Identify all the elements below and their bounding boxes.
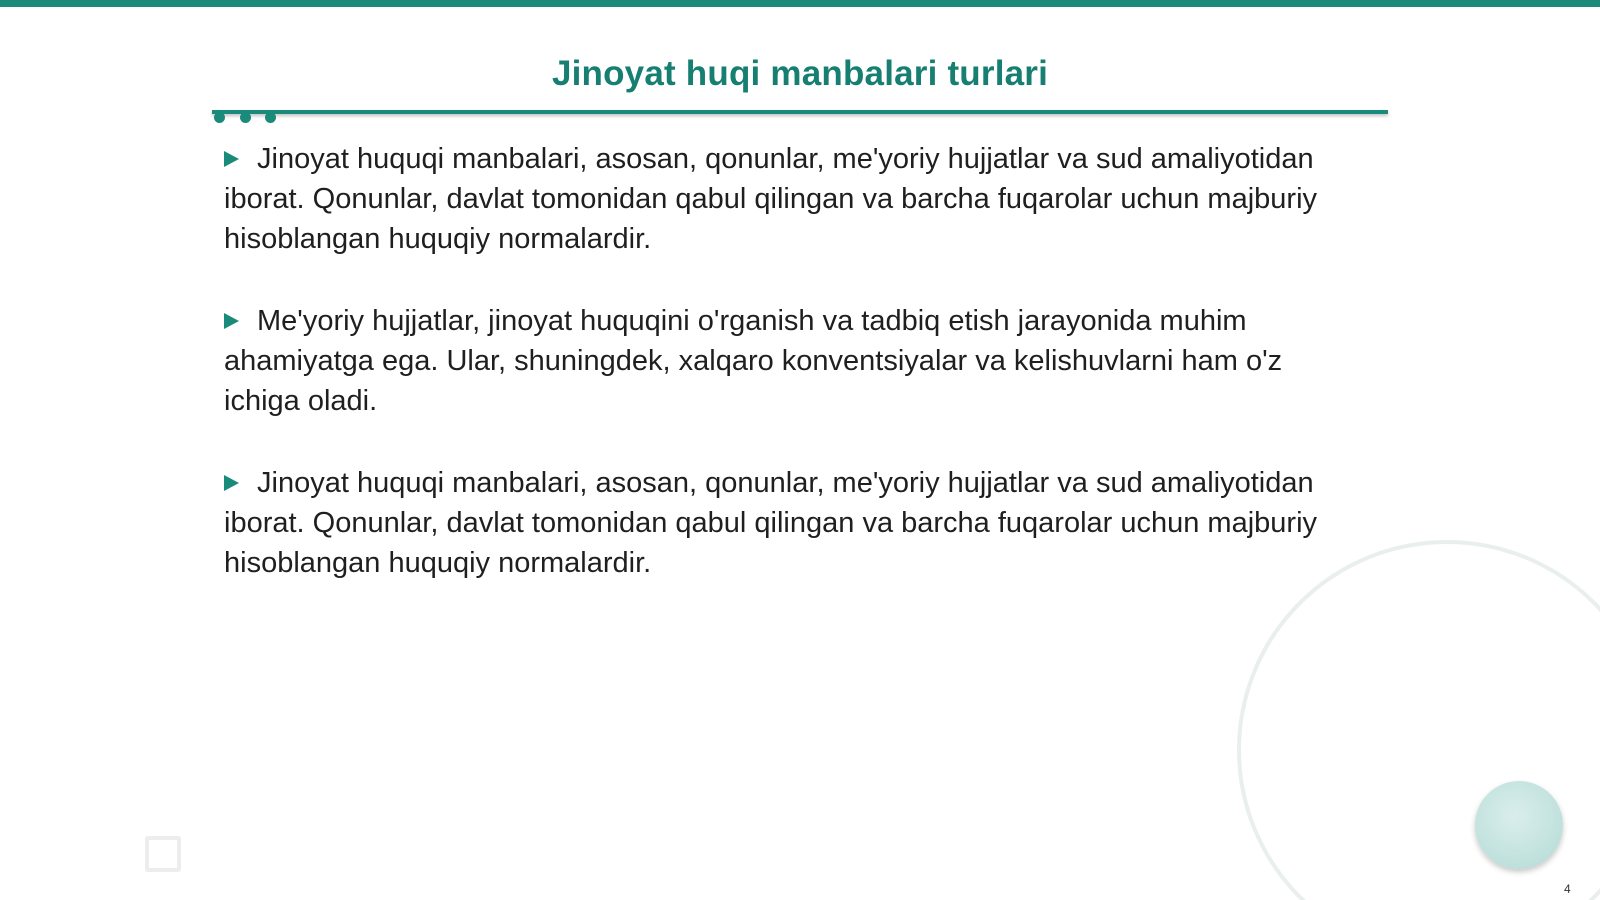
bullet-paragraph <box>224 139 1364 259</box>
title-underline <box>212 110 1388 114</box>
top-accent-bar <box>0 0 1600 7</box>
bullet-paragraph <box>224 463 1364 583</box>
triangle-right-icon <box>224 313 239 329</box>
page-number: 4 <box>1564 882 1571 896</box>
decorative-dot <box>265 112 276 123</box>
decorative-sphere <box>1475 781 1563 869</box>
slide-title: Jinoyat huqi manbalari turlari <box>551 54 1049 93</box>
bullet-paragraph <box>224 301 1364 421</box>
bullet-text: Jinoyat huquqi manbalari, asosan, qonunlar, me'yoriy hujjatlar va sud amaliyotidan iborat. Qonunlar, davlat tomonidan qabul qilingan va barcha fuqarolar uchun majburiy hisoblangan huquqiy normalardir. <box>224 467 1318 579</box>
bullet-text: Me'yoriy hujjatlar, jinoyat huquqini o'rganish va tadbiq etish jarayonida muhim ahamiyatga ega. Ular, shuningdek, xalqaro konventsiyalar va kelishuvlarni ham o'z ichiga oladi. <box>224 305 1283 417</box>
bullet-list <box>224 139 1364 625</box>
triangle-right-icon <box>224 475 239 491</box>
decorative-square <box>145 836 181 872</box>
triangle-right-icon <box>224 151 239 167</box>
bullet-text: Jinoyat huquqi manbalari, asosan, qonunlar, me'yoriy hujjatlar va sud amaliyotidan iborat. Qonunlar, davlat tomonidan qabul qilingan va barcha fuqarolar uchun majburiy hisoblangan huquqiy normalardir. <box>224 143 1318 255</box>
decorative-dot <box>214 112 225 123</box>
decorative-dot <box>240 112 251 123</box>
